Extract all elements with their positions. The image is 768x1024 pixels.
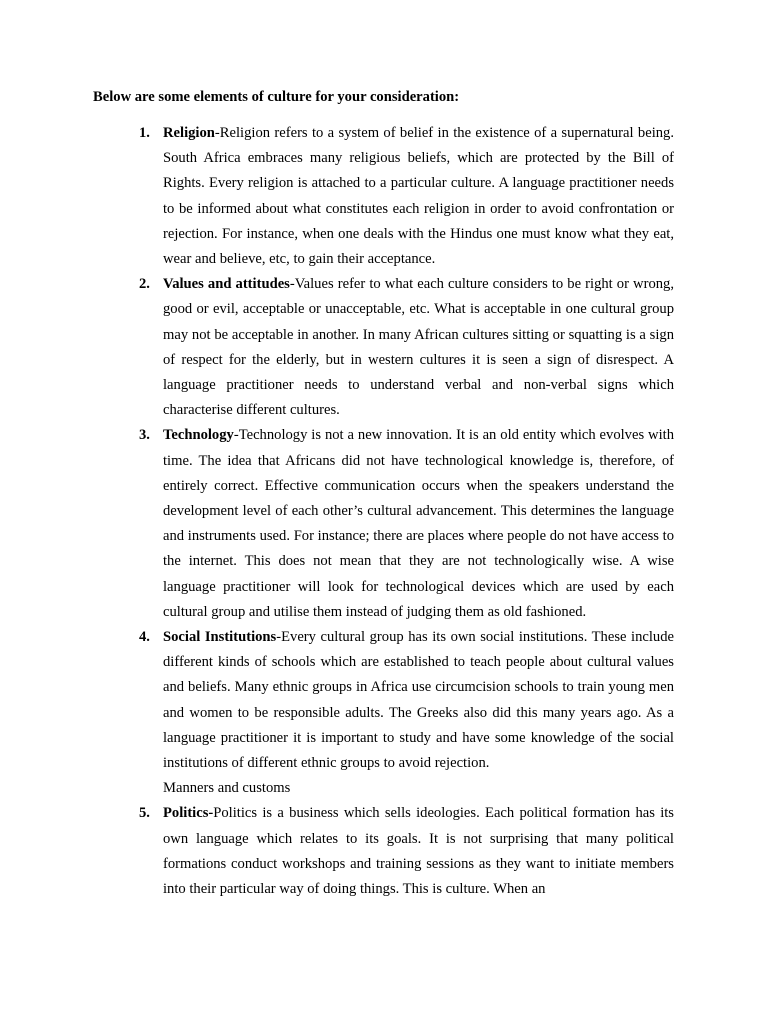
list-number: 2. [139,276,150,293]
list-item-social-institutions [0,625,768,801]
list-number: 3. [139,427,150,444]
item-description: Every cultural group has its own social institutions. These include different kinds of schools which are established to teach people about cultural values and beliefs. Many ethnic groups in Africa use circumcision schools to train young men and women to be responsible adults. The Greeks also did this many years ago. As a language practitioner it is important to study and have some knowledge of the social institutions of different ethnic groups to avoid rejection. [163,629,674,772]
list-item-text [163,272,674,423]
section-heading: Below are some elements of culture for your consideration: [93,89,460,105]
item-extra-line: Manners and customs [163,780,291,797]
item-description: Technology is not a new innovation. It is an old entity which evolves with time. The idea that Africans did not have technological knowledge is, therefore, of entirely correct. Effective communication occurs when the speakers understand the development level of each other’s cultural advancement. This determines the language and instruments used. For instance; there are places where people do not have access to the internet. This does not mean that they are not technologically wise. A wise language practitioner will look for technological devices which are used by each cultural group and utilise them instead of judging them as old fashioned. [163,427,674,620]
list-item-text [163,121,674,272]
list-number: 1. [139,125,150,141]
list-item-religion [0,121,768,272]
list-number: 5. [139,805,150,822]
term-separator: - [214,125,220,141]
list-item-text [163,625,674,801]
list-item-technology [0,423,768,625]
term-separator: - [289,276,295,293]
list-number: 4. [139,629,150,646]
term-separator: - [233,427,239,444]
culture-elements-list [0,121,768,902]
item-description: Religion refers to a system of belief in the existence of a supernatural being. South Africa embraces many religious beliefs, which are protected by the Bill of Rights. Every religion is attached to a particular culture. A language practitioner needs to be informed about what constitutes each religion in order to avoid confrontation or rejection. For instance, when one deals with the Hindus one must know what they eat, wear and believe, etc, to gain their acceptance. [163,125,674,268]
item-description: Politics is a business which sells ideologies. Each political formation has its own language which relates to its goals. It is not surprising that many political formations conduct workshops and training sessions as they want to initiate members into their particular way of doing things. This is culture. When an [163,805,674,898]
term-values-and-attitudes: Values and attitudes [163,276,290,293]
term-separator: - [276,629,282,646]
list-item-politics [0,801,768,902]
term-religion: Religion [163,125,215,141]
term-technology: Technology [163,427,234,444]
item-description: Values refer to what each culture considers to be right or wrong, good or evil, acceptable or unacceptable, etc. What is acceptable in one cultural group may not be acceptable in another. In many African cultures sitting or squatting is a sign of respect for the elderly, but in western cultures it is seen a sign of disrespect. A language practitioner needs to understand verbal and non-verbal signs which characterise different cultures. [163,276,674,419]
list-item-text [163,423,674,625]
term-social-institutions: Social Institutions [163,629,277,646]
term-politics: Politics- [163,805,214,822]
list-item-text [163,801,674,902]
list-item-values-and-attitudes [0,272,768,423]
